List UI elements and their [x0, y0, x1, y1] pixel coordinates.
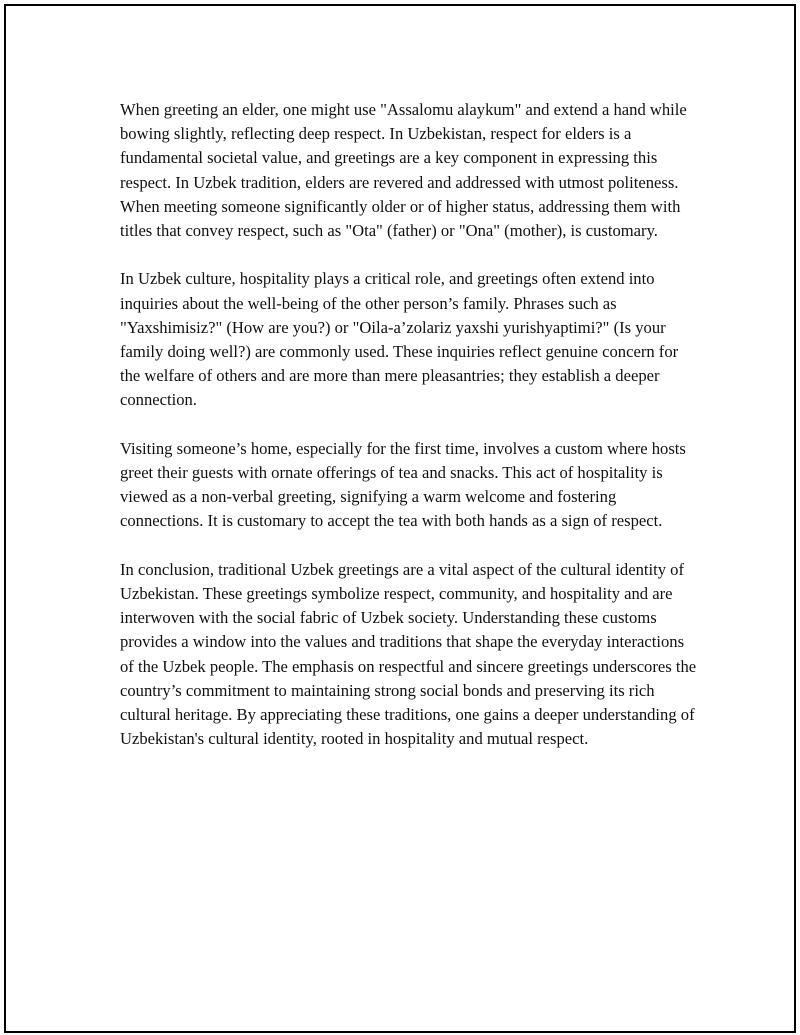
paragraph-elder-greetings: When greeting an elder, one might use "Assalomu alaykum" and extend a hand while bowing slightly, reflecting deep respect. In Uzbekistan, respect for elders is a fundamental societal value, and greetings are a key component in expressing this respect. In Uzbek tradition, elders are revered and addressed with utmost politeness. When meeting someone significantly older or of higher status, addressing them with titles that convey respect, such as "Ota" (father) or "Ona" (mother), is customary.: [120, 100, 687, 241]
page-frame: [4, 4, 796, 1033]
paragraph-hospitality-inquiries: In Uzbek culture, hospitality plays a critical role, and greetings often extend into inquiries about the well-being of the other person’s family. Phrases such as "Yaxshimisiz?" (How are you?) or "Oila-a’zolariz yaxshi yurishyaptimi?" (Is your family doing well?) are commonly used. These inquiries reflect genuine concern for the welfare of others and are more than mere pleasantries; they establish a deeper connection.: [120, 269, 679, 410]
paragraph-home-visits: Visiting someone’s home, especially for the first time, involves a custom where hosts greet their guests with ornate offerings of tea and snacks. This act of hospitality is viewed as a non-verbal greeting, signifying a warm welcome and fostering connections. It is customary to accept the tea with both hands as a sign of respect.: [120, 438, 686, 531]
paragraph-conclusion: In conclusion, traditional Uzbek greetings are a vital aspect of the cultural identity of Uzbekistan. These greetings symbolize respect, community, and hospitality and are interwoven with the social fabric of Uzbek society. Understanding these customs provides a window into the values and traditions that shape the everyday interactions of the Uzbek people. The emphasis on respectful and sincere greetings underscores the country’s commitment to maintaining strong social bonds and preserving its rich cultural heritage. By appreciating these traditions, one gains a deeper understanding of Uzbekistan's cultural identity, rooted in hospitality and mutual respect.: [120, 559, 697, 749]
document-body: [120, 98, 700, 776]
